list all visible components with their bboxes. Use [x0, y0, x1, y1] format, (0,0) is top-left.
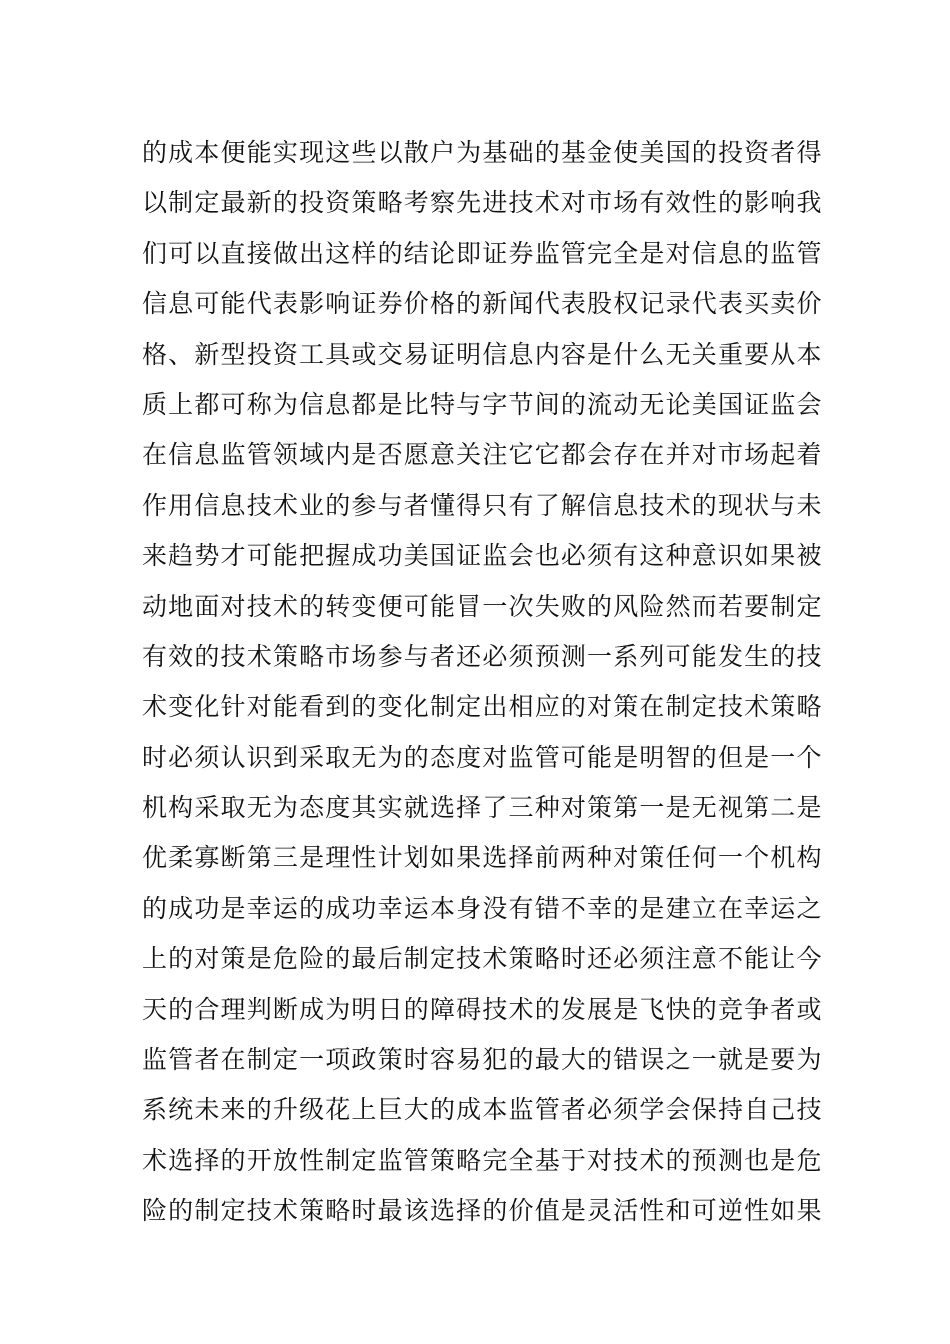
text-line-1: 的成本便能实现这些以散户为基础的基金使美国的投资者得	[142, 138, 822, 167]
text-line-10: 动地面对技术的转变便可能冒一次失败的风险然而若要制定	[142, 591, 822, 621]
text-line-14: 机构采取无为态度其实就选择了三种对策第一是无视第二是	[142, 793, 822, 823]
text-line-21: 术选择的开放性制定监管策略完全基于对技术的预测也是危	[142, 1145, 822, 1175]
text-line-9: 来趋势才可能把握成功美国证监会也必须有这种意识如果被	[142, 541, 822, 571]
text-line-8: 作用信息技术业的参与者懂得只有了解信息技术的现状与未	[142, 490, 822, 520]
text-line-19: 监管者在制定一项政策时容易犯的最大的错误之一就是要为	[142, 1045, 822, 1075]
text-line-7: 在信息监管领域内是否愿意关注它它都会存在并对市场起着	[142, 440, 822, 470]
text-line-18: 天的合理判断成为明日的障碍技术的发展是飞快的竞争者或	[142, 994, 822, 1024]
text-line-12: 术变化针对能看到的变化制定出相应的对策在制定技术策略	[142, 692, 822, 722]
text-line-2: 以制定最新的投资策略考察先进技术对市场有效性的影响我	[142, 188, 822, 218]
text-line-5: 格、新型投资工具或交易证明信息内容是什么无关重要从本	[142, 339, 822, 369]
text-line-11: 有效的技术策略市场参与者还必须预测一系列可能发生的技	[142, 641, 822, 671]
text-line-17: 上的对策是危险的最后制定技术策略时还必须注意不能让今	[142, 944, 822, 974]
text-line-20: 系统未来的升级花上巨大的成本监管者必须学会保持自己技	[142, 1095, 822, 1125]
text-line-3: 们可以直接做出这样的结论即证券监管完全是对信息的监管	[142, 238, 822, 268]
body-text	[142, 128, 822, 1237]
text-line-22: 险的制定技术策略时最该选择的价值是灵活性和可逆性如果	[142, 1196, 822, 1226]
text-line-4: 信息可能代表影响证券价格的新闻代表股权记录代表买卖价	[142, 289, 822, 319]
text-line-16: 的成功是幸运的成功幸运本身没有错不幸的是建立在幸运之	[142, 893, 822, 923]
text-line-15: 优柔寡断第三是理性计划如果选择前两种对策任何一个机构	[142, 843, 822, 873]
text-line-6: 质上都可称为信息都是比特与字节间的流动无论美国证监会	[142, 389, 822, 419]
text-line-13: 时必须认识到采取无为的态度对监管可能是明智的但是一个	[142, 742, 822, 772]
